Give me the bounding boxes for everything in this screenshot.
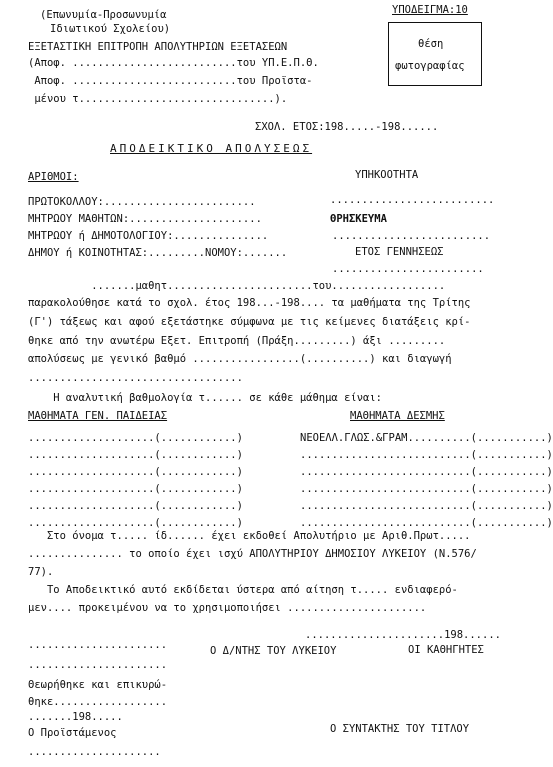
municipal-register-number: ΜΗΤΡΩΟΥ ή ΔΗΜΟΤΟΛΟΓΙΟΥ:............... xyxy=(28,230,269,242)
school-year: ΣΧΟΛ. ΕΤΟΣ:198.....-198...... xyxy=(255,121,439,133)
signature-left-line-2: ...................... xyxy=(28,659,168,671)
birth-year-value: ........................ xyxy=(332,263,484,275)
author-label: Ο ΣΥΝΤΑΚΤΗΣ ΤΟΥ ΤΙΤΛΟΥ xyxy=(330,723,470,735)
general-subject-row: ....................(............) xyxy=(28,449,243,461)
protocol-number: ΠΡΩΤΟΚΟΛΛΟΥ:........................ xyxy=(28,196,256,208)
municipality-prefecture: ΔΗΜΟΥ ή ΚΟΙΝΟΤΗΤΑΣ:.........ΝΟΜΟΥ:....... xyxy=(28,247,288,259)
body-line-7: Η αναλυτική βαθμολογία τ...... σε κάθε μάθημα είναι: xyxy=(28,392,383,404)
body-line-2: παρακολούθησε κατά το σχολ. έτος 198...-198.... τα μαθήματα της Τρίτης xyxy=(28,297,471,309)
general-subjects-heading: ΜΑΘΗΜΑΤΑ ΓΕΝ. ΠΑΙΔΕΙΑΣ xyxy=(28,410,168,422)
citizenship-label: ΥΠΗΚΟΟΤΗΤΑ xyxy=(355,169,419,181)
issuance-line-2: ............... το οποίο έχει ισχύ ΑΠΟΛΥΤΗΡΙΟΥ ΔΗΜΟΣΙΟΥ ΛΥΚΕΙΟΥ (Ν.576/ xyxy=(28,548,477,560)
birth-year-label: ΕΤΟΣ ΓΕΝΝΗΣΕΩΣ xyxy=(355,246,444,258)
general-subject-row: ....................(............) xyxy=(28,483,243,495)
issuer-line-2: Ιδιωτικού Σχολείου) xyxy=(50,23,171,35)
signature-left-line-6: Ο Προϊστάμενος xyxy=(28,727,117,739)
bound-subjects-heading: ΜΑΘΗΜΑΤΑ ΔΕΣΜΗΣ xyxy=(350,410,445,422)
issuer-line-1: (Επωνυμία-Προσωνυμία xyxy=(40,9,167,21)
document-title: ΑΠΟΔΕΙΚΤΙΚΟ ΑΠΟΛΥΣΕΩΣ xyxy=(110,142,313,155)
committee-title: ΕΞΕΤΑΣΤΙΚΗ ΕΠΙΤΡΟΠΗ ΑΠΟΛΥΤΗΡΙΩΝ ΕΞΕΤΑΣΕΩΝ xyxy=(28,41,288,53)
general-subject-row: ....................(............) xyxy=(28,466,243,478)
general-subject-row: ....................(............) xyxy=(28,500,243,512)
photo-box xyxy=(388,22,482,86)
body-line-5: απολύσεως με γενικό βαθμό .................(..........) και διαγωγή xyxy=(28,353,452,365)
religion-value: ......................... xyxy=(332,230,491,242)
bound-subject-row: ΝΕΟΕΛΛ.ΓΛΩΣ.&ΓΡΑΜ..........(...........) xyxy=(300,432,553,444)
numbers-heading: ΑΡΙΘΜΟΙ: xyxy=(28,171,79,183)
decision-line-2: Αποφ. ..........................του Προϊστα- xyxy=(28,75,313,87)
body-line-4: θηκε από την ανωτέρω Εξετ. Επιτροπή (Πράξη.........) άξι ......... xyxy=(28,335,446,347)
body-line-3: (Γ') τάξεως και αφού εξετάστηκε σύμφωνα με τις κείμενες διατάξεις κρί- xyxy=(28,316,471,328)
citizenship-value: .......................... xyxy=(330,194,495,206)
signature-left-line-1: ...................... xyxy=(28,639,168,651)
general-subject-row: ....................(............) xyxy=(28,432,243,444)
issuance-line-5: μεν.... προκειμένου να το χρησιμοποιήσει ...................... xyxy=(28,602,427,614)
body-line-6: .................................. xyxy=(28,372,243,384)
signature-left-line-3: Θεωρήθηκε και επικυρώ- xyxy=(28,679,168,691)
teachers-label: ΟΙ ΚΑΘΗΓΗΤΕΣ xyxy=(408,644,484,656)
issuance-line-3: 77). xyxy=(28,566,54,578)
bound-subject-row: ...........................(...........) xyxy=(300,500,553,512)
bound-subject-row: ...........................(...........) xyxy=(300,449,553,461)
sample-label: ΥΠΟΔΕΙΓΜΑ:10 xyxy=(392,4,468,16)
photo-label-line-1: θέση xyxy=(418,38,444,50)
signature-left-line-7: ..................... xyxy=(28,746,161,758)
date-line: ......................198...... xyxy=(305,629,501,641)
body-line-1: .......μαθητ.......................του.................. xyxy=(28,280,446,292)
issuance-line-4: Το Αποδεικτικό αυτό εκδίδεται ύστερα από αίτηση τ..... ενδιαφερό- xyxy=(28,584,458,596)
religion-label: ΘΡΗΣΚΕΥΜΑ xyxy=(330,213,387,225)
general-subject-row: ....................(............) xyxy=(28,517,243,529)
director-label: Ο Δ/ΝΤΗΣ ΤΟΥ ΛΥΚΕΙΟΥ xyxy=(210,645,337,657)
issuance-line-1: Στο όνομα τ..... ίδ...... έχει εκδοθεί Απολυτήριο με Αριθ.Πρωτ..... xyxy=(28,530,471,542)
photo-label-line-2: φωτογραφίας xyxy=(395,60,465,72)
signature-left-line-4: θηκε.................. xyxy=(28,696,168,708)
bound-subject-row: ...........................(...........) xyxy=(300,517,553,529)
decision-line-1: (Αποφ. ..........................του ΥΠ.Ε.Π.Θ. xyxy=(28,57,319,69)
decision-line-3: μένου τ...............................). xyxy=(28,93,288,105)
student-register-number: ΜΗΤΡΩΟΥ ΜΑΘΗΤΩΝ:..................... xyxy=(28,213,262,225)
bound-subject-row: ...........................(...........) xyxy=(300,483,553,495)
signature-left-line-5: .......198..... xyxy=(28,711,123,723)
bound-subject-row: ...........................(...........) xyxy=(300,466,553,478)
